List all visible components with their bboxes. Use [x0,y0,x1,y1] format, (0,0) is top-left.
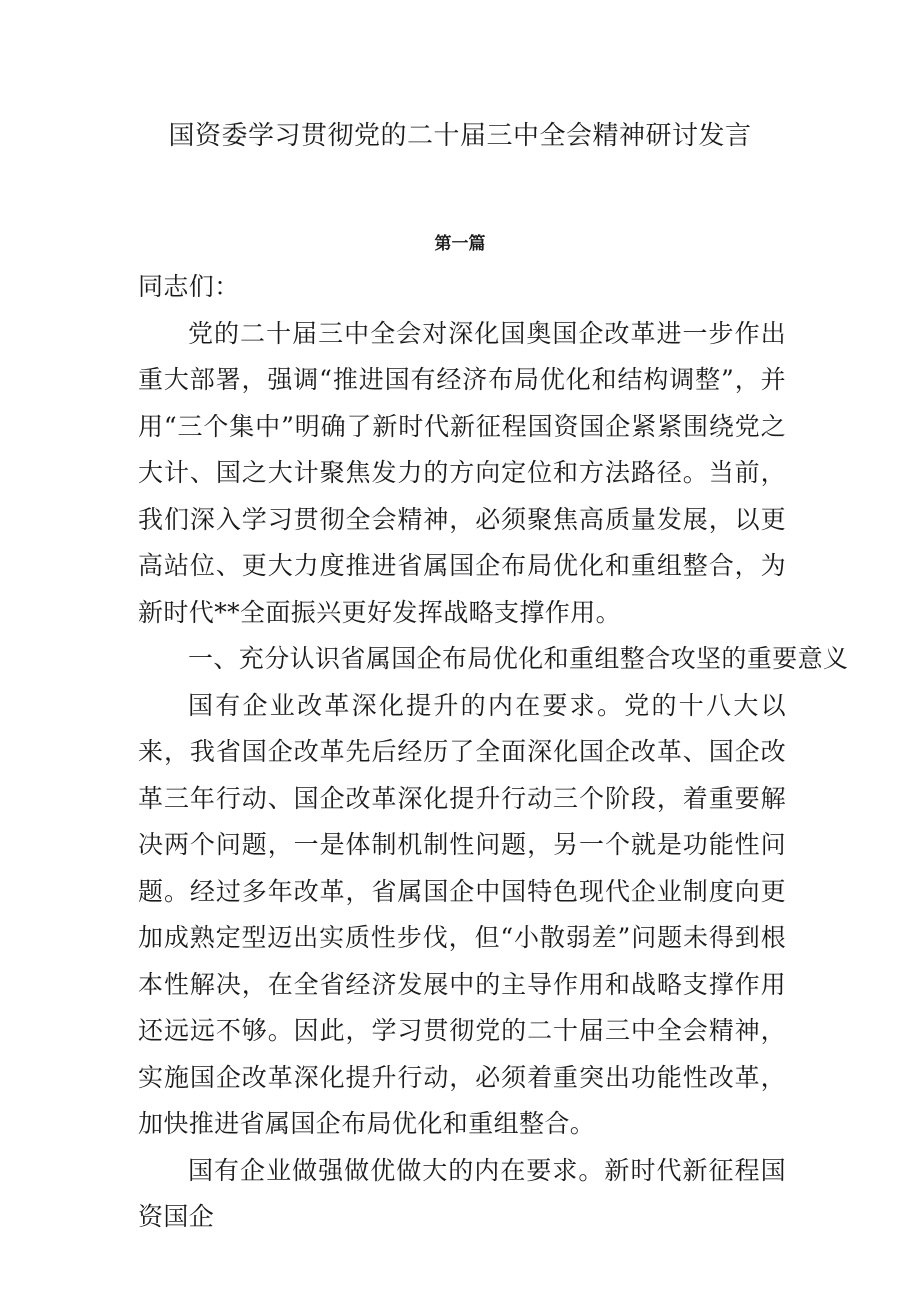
document-body [138,264,849,1241]
section-heading: 一、充分认识省属国企布局优化和重组整合攻坚的重要意义 [188,644,849,673]
greeting: 同志们： [138,272,240,301]
document-title: 国资委学习贯彻党的二十届三中全会精神研讨发言 [168,121,752,151]
section-label: 第一篇 [434,234,486,254]
paragraph-intro: 党的二十届三中全会对深化国奥国企改革进一步作出重大部署，强调“推进国有经济布局优化和结构调整”，并用“三个集中”明确了新时代新征程国资国企紧紧围绕党之大计、国之大计聚焦发力的方向定位和方法路径。当前，我们深入学习贯彻全会精神，必须聚焦高质量发展，以更高站位、更大力度推进省属国企布局优化和重组整合，为新时代**全面振兴更好发挥战略支撑作用。 [138,318,786,627]
paragraph-reform: 国有企业改革深化提升的内在要求。党的十八大以来，我省国企改革先后经历了全面深化国企改革、国企改革三年行动、国企改革深化提升行动三个阶段，着重要解决两个问题，一是体制机制性问题，另一个就是功能性问题。经过多年改革，省属国企中国特色现代企业制度向更加成熟定型迈出实质性步伐，但“小散弱差”问题未得到根本性解决，在全省经济发展中的主导作用和战略支撑作用还远远不够。因此，学习贯彻党的二十届三中全会精神，实施国企改革深化提升行动，必须着重突出功能性改革，加快推进省属国企布局优化和重组整合。 [138,690,786,1138]
paragraph-strengthen: 国有企业做强做优做大的内在要求。新时代新征程国资国企 [138,1155,786,1231]
